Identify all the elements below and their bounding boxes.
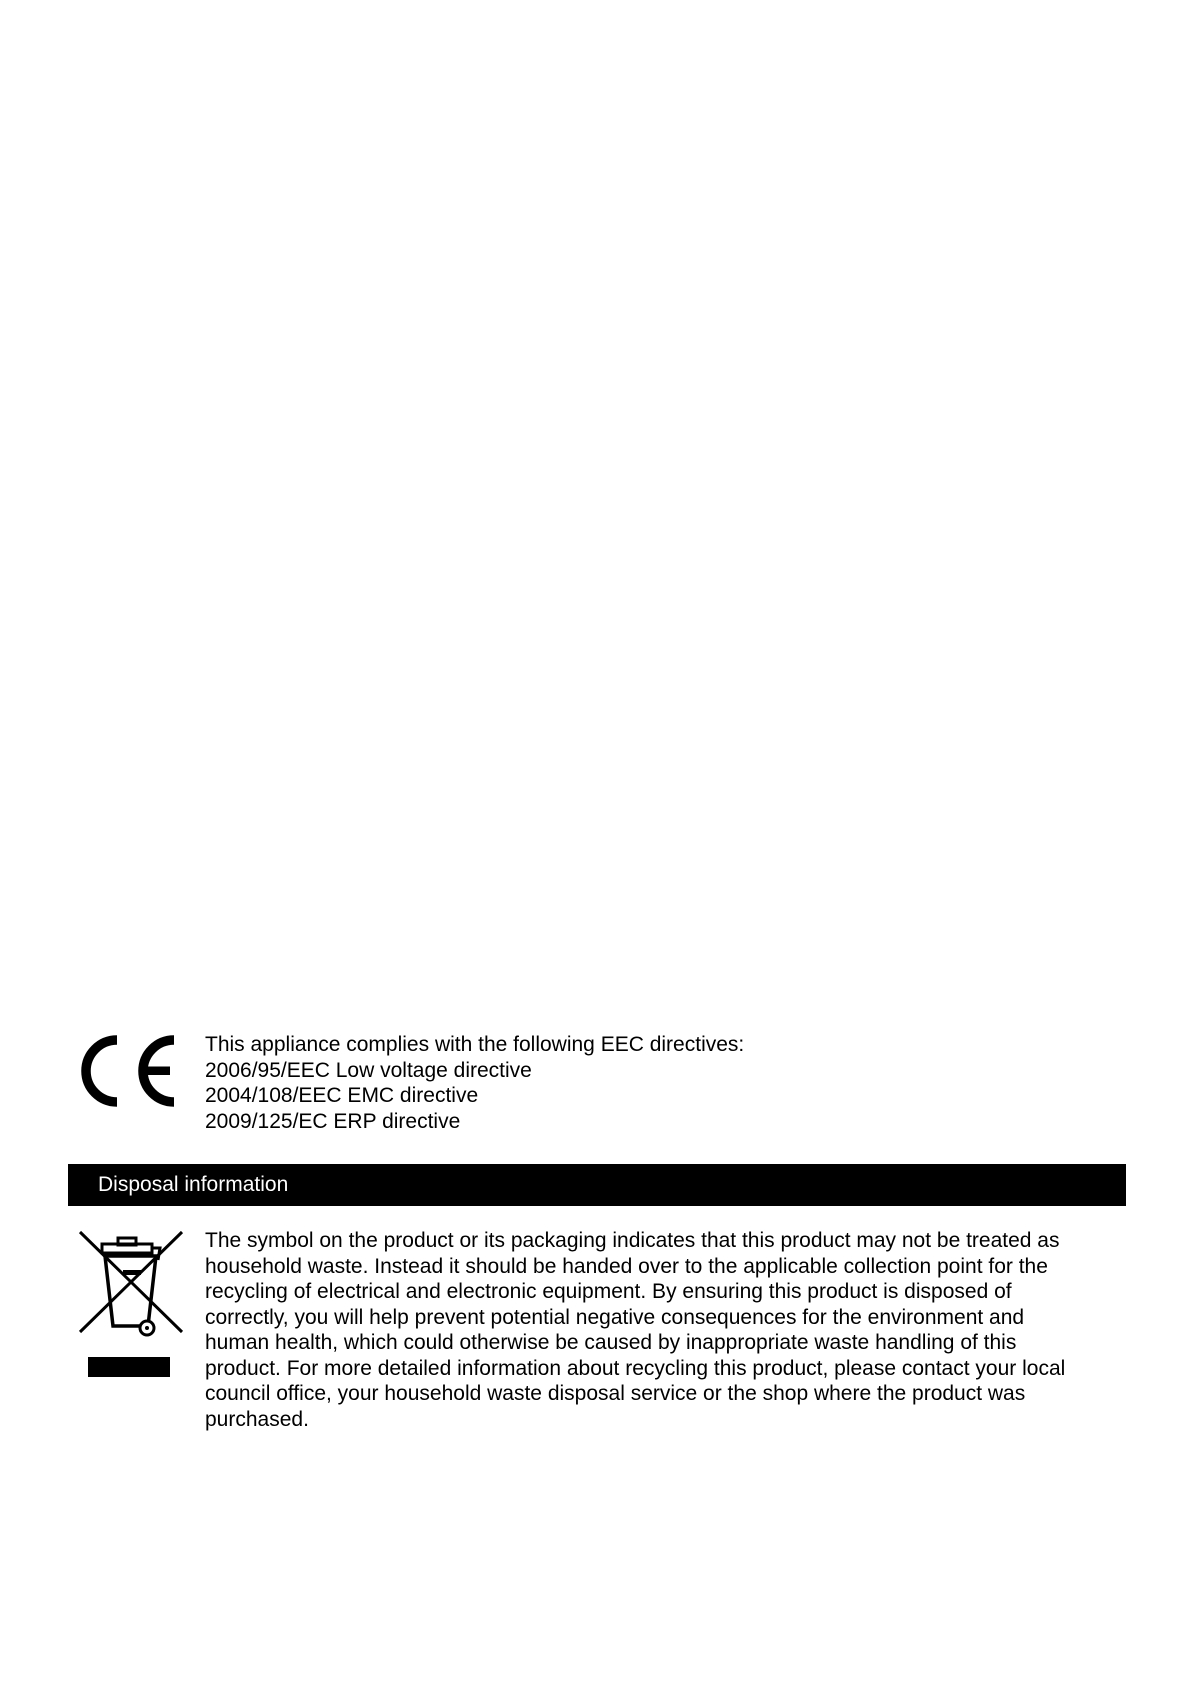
disposal-line: recycling of electrical and electronic equipment. By ensuring this product is disposed of: [205, 1280, 1012, 1303]
disposal-line: correctly, you will help prevent potential negative consequences for the environment and: [205, 1305, 1025, 1329]
disposal-line: product. For more detailed information about recycling this product, please contact your local: [205, 1356, 1066, 1380]
disposal-line: purchased.: [205, 1407, 309, 1431]
disposal-paragraph: [205, 1228, 1135, 1432]
disposal-line: household waste. Instead it should be handed over to the applicable collection point for the: [205, 1254, 1048, 1278]
directive-emc: 2004/108/EEC EMC directive: [205, 1084, 479, 1107]
disposal-line: council office, your household waste disposal service or the shop where the product was: [205, 1382, 1026, 1405]
disposal-section: [0, 1226, 1190, 1446]
compliance-section: [0, 1030, 1190, 1150]
compliance-text: [205, 1032, 744, 1134]
disposal-line: human health, which could otherwise be caused by inappropriate waste handling of this: [205, 1331, 1017, 1354]
directive-erp: 2009/125/EC ERP directive: [205, 1109, 461, 1133]
disposal-line: The symbol on the product or its packaging indicates that this product may not be treated as: [205, 1229, 1060, 1252]
ce-mark-icon: [76, 1030, 180, 1112]
crossed-out-wheelie-bin-icon: [78, 1230, 184, 1380]
disposal-section-header: [68, 1164, 1126, 1206]
section-title: Disposal information: [98, 1173, 289, 1196]
compliance-intro: This appliance complies with the following EEC directives:: [205, 1033, 745, 1056]
directive-low-voltage: 2006/95/EEC Low voltage directive: [205, 1058, 532, 1082]
